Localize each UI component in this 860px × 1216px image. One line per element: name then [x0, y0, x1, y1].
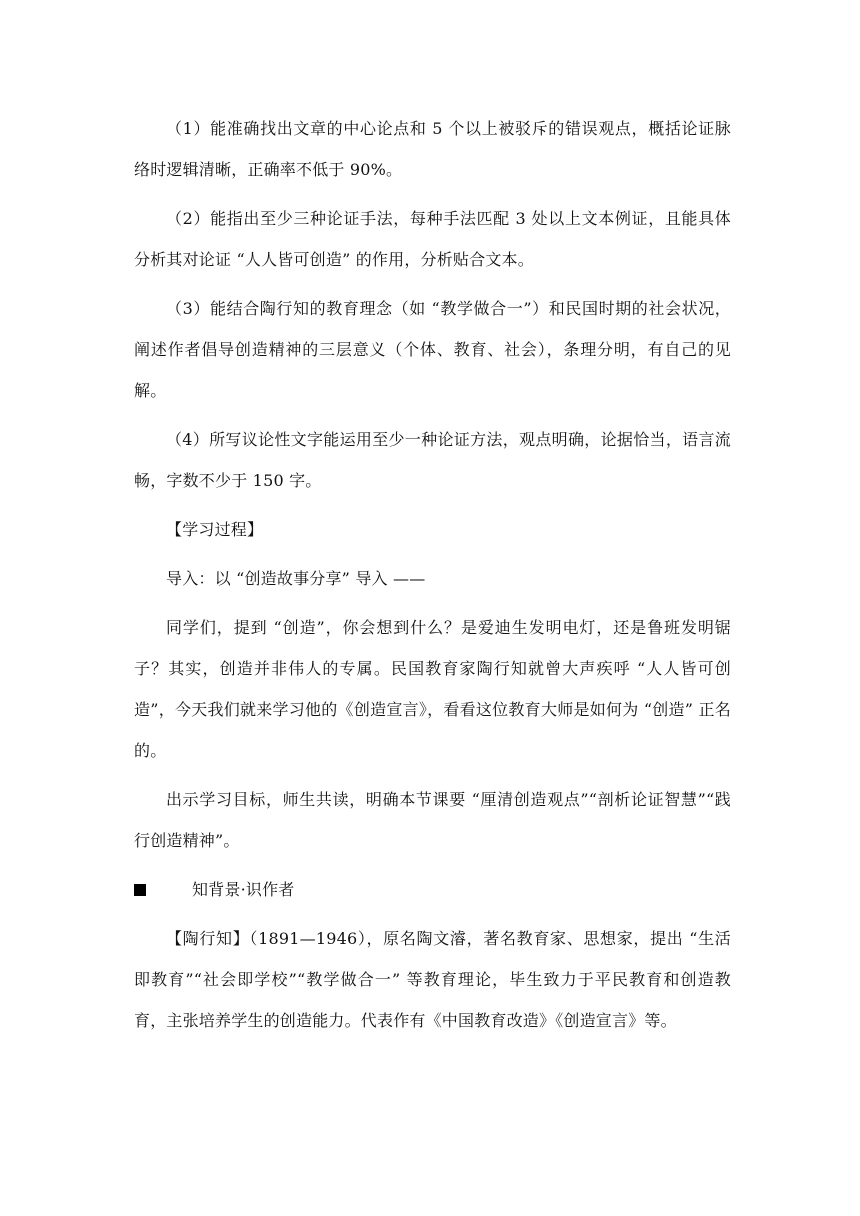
author-paragraph: 【陶行知】（1891—1946），原名陶文濬，著名教育家、思想家，提出 “生活即教育”“社会即学校”“教学做合一” 等教育理论，毕生致力于平民教育和创造教育，主张培养学生的创造能力。代表作有《中国教育改造》《创造宣言》等。	[134, 929, 731, 1030]
document-body	[134, 108, 731, 1041]
black-square-icon	[134, 884, 146, 896]
section-title: 知背景·识作者	[192, 880, 295, 899]
goal-paragraph: 出示学习目标，师生共读，明确本节课要 “厘清创造观点”“剖析论证智慧”“践行创造精神”。	[134, 790, 731, 850]
objective-2: （2）能指出至少三种论证手法，每种手法匹配 3 处以上文本例证，且能具体分析其对论证 “人人皆可创造” 的作用，分析贴合文本。	[134, 209, 731, 269]
intro-paragraph: 同学们，提到 “创造”，你会想到什么？是爱迪生发明电灯，还是鲁班发明锯子？其实，创造并非伟人的专属。民国教育家陶行知就曾大声疾呼 “人人皆可创造”，今天我们就来学习他的《创造宣言》，看看这位教育大师是如何为 “创造” 正名的。	[134, 618, 731, 760]
objective-1: （1）能准确找出文章的中心论点和 5 个以上被驳斥的错误观点，概括论证脉络时逻辑清晰，正确率不低于 90%。	[134, 119, 731, 179]
objective-3: （3）能结合陶行知的教育理念（如 “教学做合一”）和民国时期的社会状况，阐述作者倡导创造精神的三层意义（个体、教育、社会），条理分明，有自己的见解。	[134, 299, 731, 400]
section-heading	[134, 869, 731, 910]
process-heading: 【学习过程】	[166, 520, 264, 539]
objective-4: （4）所写议论性文字能运用至少一种论证方法，观点明确，论据恰当，语言流畅，字数不少于 150 字。	[134, 430, 731, 490]
intro-line: 导入：以 “创造故事分享” 导入 ——	[166, 569, 426, 588]
